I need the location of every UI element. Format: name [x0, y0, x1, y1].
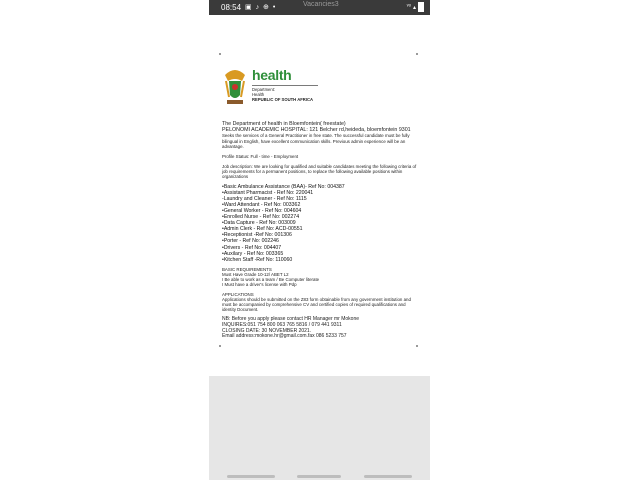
- tiktok-icon: ♪: [255, 4, 261, 11]
- list-item: •Enrolled Nurse - Ref No: 002274: [222, 214, 300, 221]
- page-corner-mark: [219, 345, 221, 347]
- list-item: -Laundry and Cleaner - Ref No: 1115: [222, 196, 307, 203]
- download-icon: ⊕: [263, 4, 270, 11]
- requirement-line: I Must have a driver's license with Pdp: [222, 281, 297, 287]
- list-item: •Auxilary - Ref No: 003365: [222, 250, 284, 257]
- applications-text: Applications should be submitted on the Z83 form obtainable from any government institution and must be accompanied by comprehensive CV and certified copies of required qualifications and identity Document.: [222, 297, 411, 313]
- home-button[interactable]: [297, 475, 341, 478]
- signal-icon: ▴: [412, 4, 416, 11]
- recent-apps-button[interactable]: [227, 475, 275, 478]
- positions-list: [222, 184, 417, 263]
- bottom-area: [209, 376, 430, 480]
- department-label: Department:: [252, 87, 276, 92]
- department-name: Health: [252, 92, 265, 98]
- contact-line: INQUIRES:051 754 800 063 765 5816 / 079 441 9311: [222, 322, 342, 329]
- document-viewer[interactable]: [209, 15, 430, 376]
- country-name: REPUBLIC OF SOUTH AFRICA: [252, 97, 314, 103]
- status-bar: [209, 0, 430, 15]
- list-item: •Drivers - Ref No: 004407: [222, 244, 282, 251]
- profile-status: Profile Status: Full - time - Employment: [222, 153, 299, 159]
- list-item: •Porter - Ref No: 002246: [222, 238, 279, 245]
- contact-line: Email address:mokone.hr@gmail.com.fax 086 5233 757: [222, 333, 347, 340]
- requirements-heading: BASIC REQUIREMENTS: [222, 266, 272, 272]
- hospital-address: PELONOMI ACADEMIC HOSPITAL: 121 Belcher rd,heideda, bloemfontein 9301: [222, 127, 411, 134]
- notification-icons: [245, 3, 276, 11]
- list-item: •Ward Attendant - Ref No: 003362: [222, 202, 301, 209]
- brand-divider: [252, 85, 318, 86]
- list-item: •Data Capture - Ref No: 003009: [222, 220, 296, 227]
- system-icons: [407, 2, 424, 12]
- document-title: The Department of health in Bloemfontein( freestate): [222, 121, 346, 127]
- volte-icon: ᵛᵒ: [406, 4, 411, 10]
- page-corner-mark: [416, 345, 418, 347]
- requirement-line: Must Have Grade 10-12/ ABET L2: [222, 271, 289, 277]
- page-corner-mark: [416, 53, 418, 55]
- job-description: Job description: We are looking for qualified and suitable candidates meeting the following criteria of job requirements for a permanent positions, to replace the following available positions within organizations: [222, 163, 417, 179]
- applications-heading: APPLICATIONS: [222, 292, 254, 298]
- list-item: •Kitchen Staff -Ref No: 110060: [222, 256, 293, 263]
- list-item: •Receptionist -Ref No: 001306: [222, 232, 292, 239]
- requirement-line: I Be able to work as a team / Be Computer literate: [222, 276, 320, 282]
- battery-icon: [418, 2, 424, 12]
- brand-subtitle: [252, 87, 313, 103]
- list-item: •Assistant Pharmacist - Ref No: 220041: [222, 190, 314, 197]
- health-logo: [222, 67, 417, 121]
- list-item: •General Worker - Ref No: 004604: [222, 208, 302, 215]
- back-button[interactable]: [364, 475, 412, 478]
- list-item: •Admin Clerk - Ref No: ACD-00551: [222, 226, 303, 233]
- brand-name: health: [252, 67, 292, 83]
- contact-line: CLOSING DATE: 30 NOVEMBER 2021.: [222, 327, 312, 334]
- image-icon: ▣: [245, 4, 253, 11]
- document-page: [222, 67, 417, 340]
- phone-screen: [209, 0, 430, 480]
- contact-line: NB: Before you apply please contact HR Manager mr Mokone: [222, 316, 360, 323]
- dot-icon: •: [272, 4, 277, 11]
- app-title: Vacancies3: [303, 1, 339, 8]
- status-time: 08:54: [221, 3, 242, 12]
- page-corner-mark: [219, 53, 221, 55]
- list-item: •Basic Ambulance Assistance (BAA)- Ref No: 004387: [222, 184, 345, 191]
- coat-of-arms-icon: [222, 67, 248, 107]
- intro-text: Seeks the services of a General Practitioner in free state. The successful candidate must be fully bilingual in English, have excellent communication skills. Previous admin experience will be an advantage.: [222, 133, 410, 149]
